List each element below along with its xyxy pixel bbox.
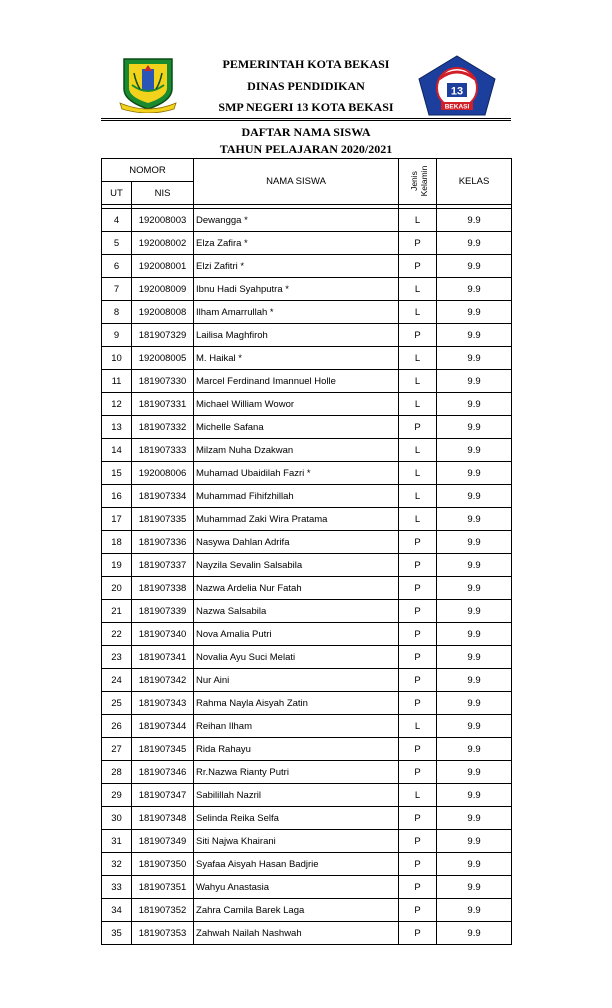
row-nis: 181907333 [132, 439, 194, 462]
row-kelas: 9.9 [437, 554, 512, 577]
table-row [102, 439, 512, 462]
row-nis: 192008001 [132, 255, 194, 278]
table-row [102, 301, 512, 324]
row-ut: 15 [102, 462, 132, 485]
row-ut: 27 [102, 738, 132, 761]
table-row [102, 715, 512, 738]
row-nis: 181907341 [132, 646, 194, 669]
row-ut: 8 [102, 301, 132, 324]
row-kelas: 9.9 [437, 462, 512, 485]
row-ut: 34 [102, 899, 132, 922]
table-row [102, 416, 512, 439]
header-divider [101, 118, 511, 119]
row-jenis-kelamin: L [399, 462, 437, 485]
row-nama: Rr.Nazwa Rianty Putri [194, 761, 399, 784]
row-nama: Siti Najwa Khairani [194, 830, 399, 853]
row-ut: 29 [102, 784, 132, 807]
row-nama: Muhammad Fihifzhillah [194, 485, 399, 508]
row-nis: 181907353 [132, 922, 194, 945]
row-nama: Michelle Safana [194, 416, 399, 439]
row-ut: 10 [102, 347, 132, 370]
row-jenis-kelamin: L [399, 784, 437, 807]
row-kelas: 9.9 [437, 922, 512, 945]
row-jenis-kelamin: P [399, 232, 437, 255]
row-nama: Nur Aini [194, 669, 399, 692]
row-nis: 192008002 [132, 232, 194, 255]
row-ut: 32 [102, 853, 132, 876]
row-ut: 33 [102, 876, 132, 899]
header-kelas: KELAS [437, 159, 512, 205]
table-row [102, 324, 512, 347]
row-nama: Wahyu Anastasia [194, 876, 399, 899]
row-nis: 192008008 [132, 301, 194, 324]
row-jenis-kelamin: P [399, 761, 437, 784]
row-nama: Reihan Ilham [194, 715, 399, 738]
row-kelas: 9.9 [437, 600, 512, 623]
row-nama: Zahra Camila Barek Laga [194, 899, 399, 922]
row-jenis-kelamin: L [399, 439, 437, 462]
table-row [102, 738, 512, 761]
row-nis: 181907329 [132, 324, 194, 347]
row-ut: 5 [102, 232, 132, 255]
row-nama: Milzam Nuha Dzakwan [194, 439, 399, 462]
row-kelas: 9.9 [437, 830, 512, 853]
row-jenis-kelamin: L [399, 485, 437, 508]
row-nis: 181907350 [132, 853, 194, 876]
row-ut: 25 [102, 692, 132, 715]
row-nis: 181907342 [132, 669, 194, 692]
row-kelas: 9.9 [437, 646, 512, 669]
row-kelas: 9.9 [437, 255, 512, 278]
row-kelas: 9.9 [437, 393, 512, 416]
row-ut: 23 [102, 646, 132, 669]
row-nama: Nasywa Dahlan Adrifa [194, 531, 399, 554]
row-jenis-kelamin: P [399, 255, 437, 278]
row-nama: Marcel Ferdinand Imannuel Holle [194, 370, 399, 393]
row-ut: 20 [102, 577, 132, 600]
row-kelas: 9.9 [437, 301, 512, 324]
table-row [102, 485, 512, 508]
row-kelas: 9.9 [437, 715, 512, 738]
row-ut: 16 [102, 485, 132, 508]
table-row [102, 577, 512, 600]
row-ut: 11 [102, 370, 132, 393]
row-jenis-kelamin: P [399, 646, 437, 669]
row-nama: Muhammad Zaki Wira Pratama [194, 508, 399, 531]
row-jenis-kelamin: P [399, 807, 437, 830]
row-jenis-kelamin: P [399, 531, 437, 554]
row-nis: 192008003 [132, 209, 194, 232]
row-nis: 181907330 [132, 370, 194, 393]
row-nis: 181907337 [132, 554, 194, 577]
document-title: DAFTAR NAMA SISWA [241, 125, 371, 139]
table-row [102, 784, 512, 807]
row-kelas: 9.9 [437, 324, 512, 347]
row-nis: 181907343 [132, 692, 194, 715]
row-jenis-kelamin: P [399, 899, 437, 922]
row-nama: Selinda Reika Selfa [194, 807, 399, 830]
row-jenis-kelamin: L [399, 278, 437, 301]
row-jenis-kelamin: L [399, 209, 437, 232]
row-ut: 22 [102, 623, 132, 646]
row-jenis-kelamin: P [399, 876, 437, 899]
row-ut: 7 [102, 278, 132, 301]
row-jenis-kelamin: L [399, 508, 437, 531]
academic-year: TAHUN PELAJARAN 2020/2021 [219, 142, 393, 156]
row-ut: 13 [102, 416, 132, 439]
row-ut: 12 [102, 393, 132, 416]
row-jenis-kelamin: P [399, 554, 437, 577]
row-jenis-kelamin: P [399, 669, 437, 692]
row-ut: 4 [102, 209, 132, 232]
row-kelas: 9.9 [437, 209, 512, 232]
table-row [102, 508, 512, 531]
row-kelas: 9.9 [437, 577, 512, 600]
row-nis: 181907351 [132, 876, 194, 899]
table-row [102, 646, 512, 669]
row-nis: 192008006 [132, 462, 194, 485]
row-kelas: 9.9 [437, 370, 512, 393]
table-row [102, 278, 512, 301]
row-nis: 181907332 [132, 416, 194, 439]
row-nama: Nova Amalia Putri [194, 623, 399, 646]
row-nama: Elzi Zafitri * [194, 255, 399, 278]
row-nama: Ilham Amarrullah * [194, 301, 399, 324]
row-nis: 192008005 [132, 347, 194, 370]
row-nama: Ibnu Hadi Syahputra * [194, 278, 399, 301]
row-nama: Nayzila Sevalin Salsabila [194, 554, 399, 577]
row-nis: 181907340 [132, 623, 194, 646]
row-jenis-kelamin: P [399, 853, 437, 876]
row-jenis-kelamin: P [399, 577, 437, 600]
row-nama: Rida Rahayu [194, 738, 399, 761]
table-row [102, 209, 512, 232]
header-school: SMP NEGERI 13 KOTA BEKASI [218, 100, 394, 114]
header-department: DINAS PENDIDIKAN [247, 79, 365, 93]
row-kelas: 9.9 [437, 876, 512, 899]
row-nama: Lailisa Maghfiroh [194, 324, 399, 347]
table-row [102, 531, 512, 554]
row-ut: 24 [102, 669, 132, 692]
row-nama: M. Haikal * [194, 347, 399, 370]
row-jenis-kelamin: P [399, 830, 437, 853]
row-jenis-kelamin: L [399, 393, 437, 416]
row-nis: 192008009 [132, 278, 194, 301]
row-ut: 30 [102, 807, 132, 830]
right-logo-text: BEKASI [444, 103, 470, 111]
row-ut: 26 [102, 715, 132, 738]
table-row [102, 255, 512, 278]
row-nis: 181907331 [132, 393, 194, 416]
row-jenis-kelamin: L [399, 301, 437, 324]
table-row [102, 462, 512, 485]
student-table [101, 158, 512, 945]
row-kelas: 9.9 [437, 738, 512, 761]
row-nis: 181907346 [132, 761, 194, 784]
row-nis: 181907345 [132, 738, 194, 761]
row-kelas: 9.9 [437, 807, 512, 830]
row-nama: Michael William Wowor [194, 393, 399, 416]
row-nis: 181907338 [132, 577, 194, 600]
header-divider-second [101, 120, 511, 121]
table-row [102, 623, 512, 646]
row-ut: 14 [102, 439, 132, 462]
row-ut: 18 [102, 531, 132, 554]
row-nama: Nazwa Ardelia Nur Fatah [194, 577, 399, 600]
table-row [102, 393, 512, 416]
row-jenis-kelamin: P [399, 922, 437, 945]
row-jenis-kelamin: P [399, 600, 437, 623]
table-row [102, 876, 512, 899]
row-kelas: 9.9 [437, 853, 512, 876]
header-government: PEMERINTAH KOTA BEKASI [222, 57, 390, 71]
row-nama: Elza Zafira * [194, 232, 399, 255]
row-nis: 181907336 [132, 531, 194, 554]
row-nama: Syafaa Aisyah Hasan Badjrie [194, 853, 399, 876]
row-kelas: 9.9 [437, 669, 512, 692]
row-kelas: 9.9 [437, 899, 512, 922]
row-ut: 17 [102, 508, 132, 531]
header-nama-siswa: NAMA SISWA [194, 159, 399, 205]
row-kelas: 9.9 [437, 416, 512, 439]
header-ut: UT [102, 182, 132, 205]
row-nama: Zahwah Nailah Nashwah [194, 922, 399, 945]
row-nis: 181907335 [132, 508, 194, 531]
row-nis: 181907334 [132, 485, 194, 508]
table-row [102, 554, 512, 577]
row-nis: 181907344 [132, 715, 194, 738]
row-nama: Dewangga * [194, 209, 399, 232]
table-row [102, 370, 512, 393]
row-nis: 181907347 [132, 784, 194, 807]
table-row [102, 600, 512, 623]
row-ut: 19 [102, 554, 132, 577]
row-jenis-kelamin: P [399, 623, 437, 646]
row-nama: Rahma Nayla Aisyah Zatin [194, 692, 399, 715]
row-jenis-kelamin: P [399, 324, 437, 347]
row-ut: 35 [102, 922, 132, 945]
row-ut: 21 [102, 600, 132, 623]
row-ut: 31 [102, 830, 132, 853]
table-row [102, 853, 512, 876]
row-nis: 181907349 [132, 830, 194, 853]
row-nama: Muhamad Ubaidilah Fazri * [194, 462, 399, 485]
row-nis: 181907339 [132, 600, 194, 623]
row-kelas: 9.9 [437, 531, 512, 554]
row-nama: Novalia Ayu Suci Melati [194, 646, 399, 669]
header-jenis-kelamin [399, 159, 437, 205]
table-row [102, 347, 512, 370]
row-jenis-kelamin: P [399, 692, 437, 715]
table-row [102, 692, 512, 715]
row-ut: 6 [102, 255, 132, 278]
table-row [102, 899, 512, 922]
row-kelas: 9.9 [437, 347, 512, 370]
table-row [102, 922, 512, 945]
right-logo-number: 13 [450, 85, 464, 98]
row-kelas: 9.9 [437, 278, 512, 301]
row-nama: Sabilillah Nazril [194, 784, 399, 807]
row-ut: 9 [102, 324, 132, 347]
header-nis: NIS [132, 182, 194, 205]
header-jenis-kelamin-label: Jenis Kelamin [409, 165, 430, 197]
row-kelas: 9.9 [437, 784, 512, 807]
row-jenis-kelamin: L [399, 370, 437, 393]
row-kelas: 9.9 [437, 623, 512, 646]
table-row [102, 761, 512, 784]
row-jenis-kelamin: L [399, 347, 437, 370]
row-kelas: 9.9 [437, 761, 512, 784]
table-row [102, 807, 512, 830]
table-row [102, 232, 512, 255]
header-nomor: NOMOR [102, 159, 194, 182]
row-kelas: 9.9 [437, 508, 512, 531]
row-nama: Nazwa Salsabila [194, 600, 399, 623]
row-jenis-kelamin: P [399, 416, 437, 439]
row-jenis-kelamin: P [399, 738, 437, 761]
row-nis: 181907352 [132, 899, 194, 922]
row-ut: 28 [102, 761, 132, 784]
row-jenis-kelamin: L [399, 715, 437, 738]
row-kelas: 9.9 [437, 485, 512, 508]
table-row [102, 669, 512, 692]
row-kelas: 9.9 [437, 232, 512, 255]
row-kelas: 9.9 [437, 439, 512, 462]
row-nis: 181907348 [132, 807, 194, 830]
row-kelas: 9.9 [437, 692, 512, 715]
table-row [102, 830, 512, 853]
